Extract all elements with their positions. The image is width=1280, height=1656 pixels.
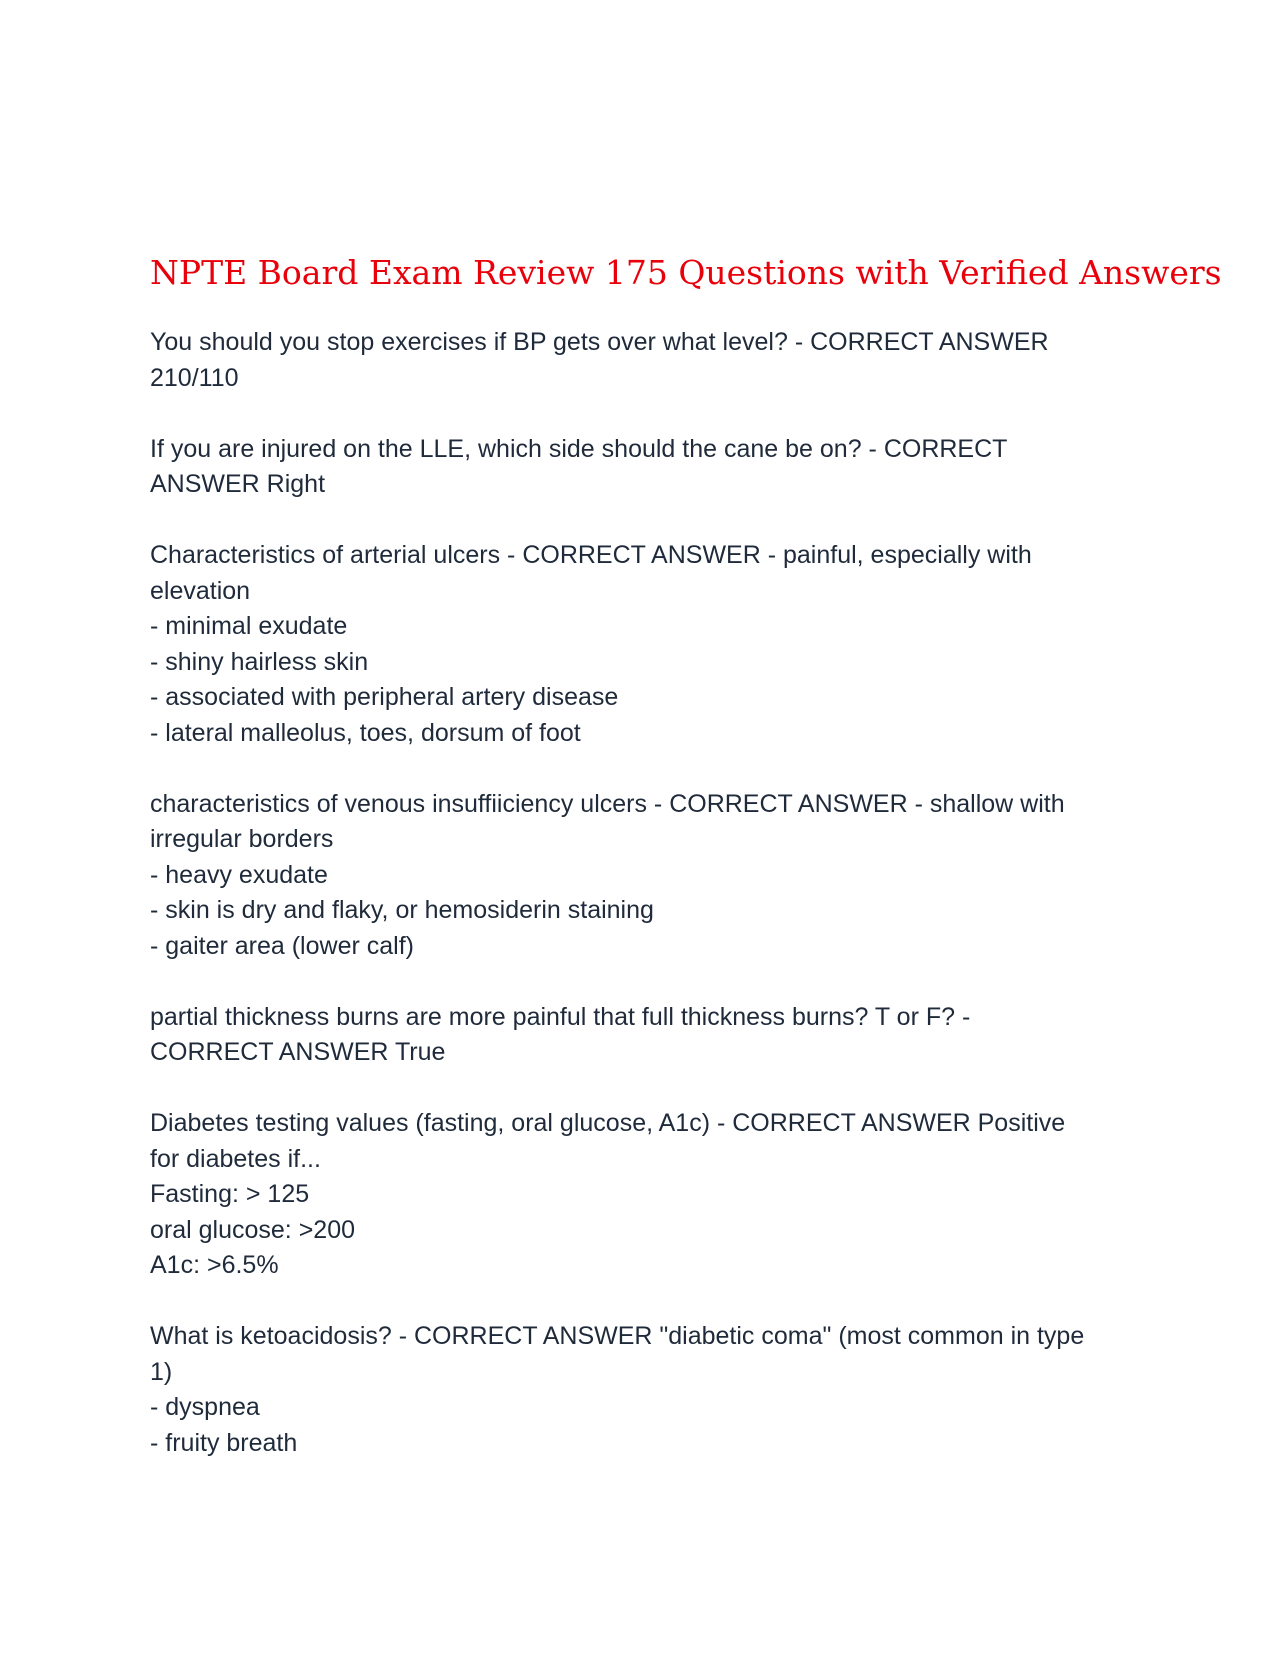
text-line: - lateral malleolus, toes, dorsum of foot <box>150 718 581 747</box>
text-line: - skin is dry and flaky, or hemosiderin staining <box>150 896 654 925</box>
text-line: ANSWER Right <box>150 470 326 499</box>
text-line: partial thickness burns are more painful that full thickness burns? T or F? - <box>150 1002 971 1031</box>
text-line: What is ketoacidosis? - CORRECT ANSWER "diabetic coma" (most common in type <box>150 1322 1085 1351</box>
document-title: NPTE Board Exam Review 175 Questions with Verified Answers <box>150 253 1222 292</box>
text-line: - associated with peripheral artery disease <box>150 683 619 712</box>
text-line: - fruity breath <box>150 1428 298 1457</box>
qa-entry-ketoacidosis <box>150 1319 1130 1461</box>
text-line: - gaiter area (lower calf) <box>150 931 414 960</box>
text-line: - shiny hairless skin <box>150 647 369 676</box>
text-line: - heavy exudate <box>150 860 328 889</box>
text-line: Diabetes testing values (fasting, oral glucose, A1c) - CORRECT ANSWER Positive <box>150 1109 1066 1138</box>
text-line: for diabetes if... <box>150 1144 321 1173</box>
text-line: - minimal exudate <box>150 612 348 641</box>
text-line: Fasting: > 125 <box>150 1180 310 1209</box>
text-line: If you are injured on the LLE, which side should the cane be on? - CORRECT <box>150 434 1008 463</box>
text-line: irregular borders <box>150 825 334 854</box>
qa-entry-bp-limit <box>150 325 1130 396</box>
text-line: You should you stop exercises if BP gets over what level? - CORRECT ANSWER <box>150 328 1049 357</box>
document-body <box>150 252 1222 1497</box>
qa-entry-diabetes-testing <box>150 1106 1130 1284</box>
text-line: oral glucose: >200 <box>150 1215 356 1244</box>
qa-entry-cane-side <box>150 432 1130 503</box>
qa-entry-burns <box>150 1000 1130 1071</box>
text-line: - dyspnea <box>150 1393 260 1422</box>
text-line: Characteristics of arterial ulcers - CORRECT ANSWER - painful, especially with <box>150 541 1032 570</box>
qa-entry-venous-ulcers <box>150 787 1130 965</box>
qa-entry-arterial-ulcers <box>150 538 1130 751</box>
text-line: 1) <box>150 1357 173 1386</box>
text-line: 210/110 <box>150 363 239 392</box>
text-line: characteristics of venous insuffiiciency ulcers - CORRECT ANSWER - shallow with <box>150 789 1065 818</box>
text-line: elevation <box>150 576 251 605</box>
text-line: A1c: >6.5% <box>150 1251 279 1280</box>
text-line: CORRECT ANSWER True <box>150 1038 446 1067</box>
